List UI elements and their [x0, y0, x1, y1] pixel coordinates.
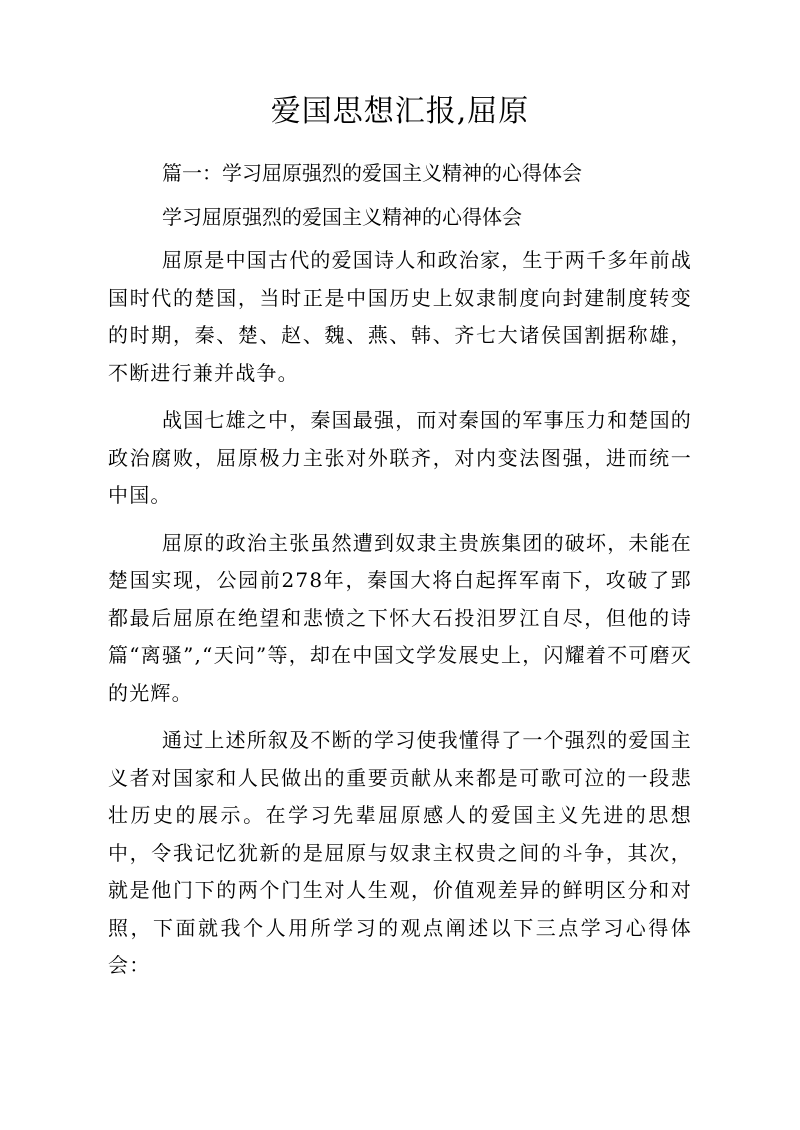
document-subtitle: 学习屈原强烈的爱国主义精神的心得体会	[162, 205, 522, 229]
body-paragraph-4: 通过上述所叙及不断的学习使我懂得了一个强烈的爱国主义者对国家和人民做出的重要贡献从来都是可歌可泣的一段悲壮历史的展示。在学习先辈屈原感人的爱国主义先进的思想中，令我记忆犹新的是屈原与奴隶主权贵之间的斗争，其次，就是他门下的两个门生对人生观，价值观差异的鲜明区分和对照，下面就我个人用所学习的观点阐述以下三点学习心得体会：	[108, 728, 692, 977]
body-paragraph-2: 战国七雄之中，秦国最强，而对秦国的军事压力和楚国的政治腐败，屈原极力主张对外联齐，对内变法图强，进而统一中国。	[108, 408, 692, 507]
body-paragraph-1: 屈原是中国古代的爱国诗人和政治家，生于两千多年前战国时代的楚国，当时正是中国历史上奴隶制度向封建制度转变的时期，秦、楚、赵、魏、燕、韩、齐七大诸侯国割据称雄，不断进行兼并战争。	[108, 248, 692, 385]
document-page	[108, 92, 692, 995]
document-title: 爱国思想汇报,屈原	[270, 94, 530, 129]
body-paragraph-3: 屈原的政治主张虽然遭到奴隶主贵族集团的破坏，未能在楚国实现，公园前278年，秦国大将白起挥军南下，攻破了郢都最后屈原在绝望和悲愤之下怀大石投汨罗江自尽，但他的诗篇“离骚”,“天问”等，却在中国文学发展史上，闪耀着不可磨灭的光辉。	[108, 530, 692, 705]
section-heading: 篇一：学习屈原强烈的爱国主义精神的心得体会	[162, 161, 582, 185]
